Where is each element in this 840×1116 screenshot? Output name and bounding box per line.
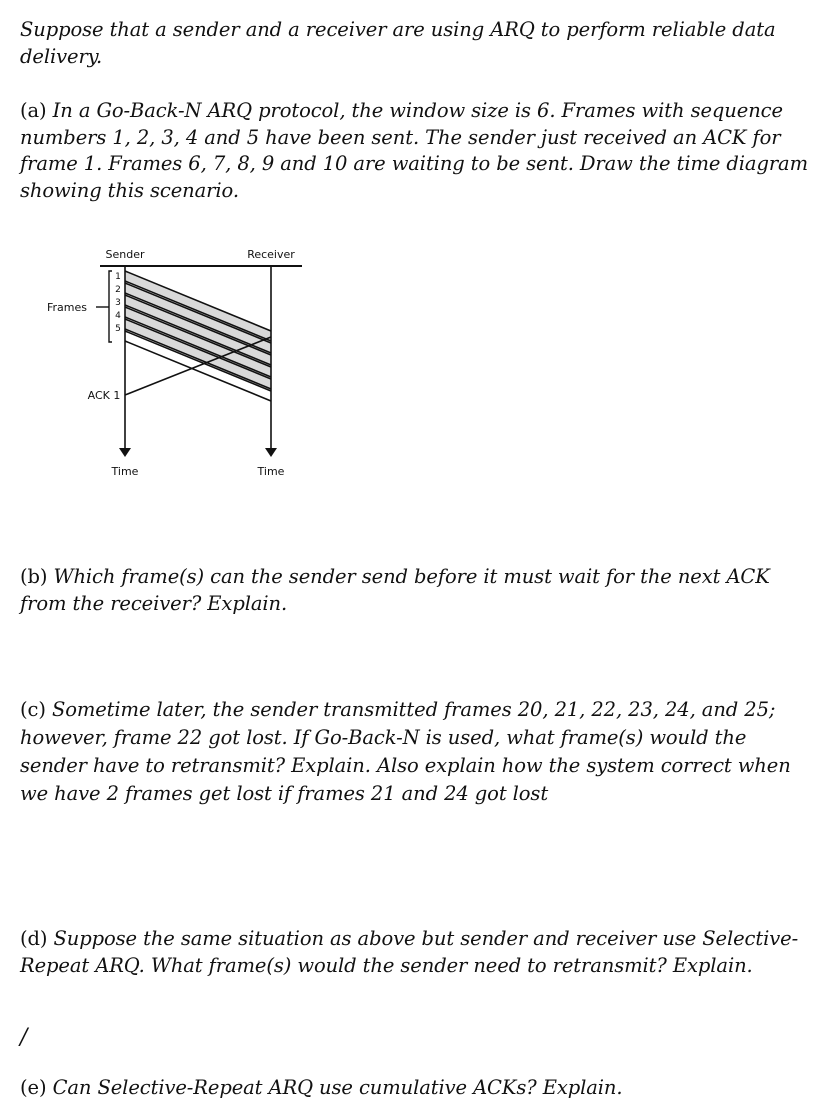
question-c (20, 696, 810, 808)
question-d-text: Suppose the same situation as above but sender and receiver use Selective-Repeat ARQ. What frame(s) would the sender need to retransmit? Explain. (20, 927, 799, 977)
frame-number: 3 (115, 298, 121, 308)
question-a-prefix: (a) (20, 99, 47, 122)
intro-text: Suppose that a sender and a receiver are using ARQ to perform reliable data delivery. (20, 18, 776, 68)
question-b-text: Which frame(s) can the sender send before it must wait for the next ACK from the receiver? Explain. (20, 565, 770, 615)
receiver-time-label: Time (257, 465, 285, 478)
receiver-label: Receiver (247, 248, 295, 261)
stray-mark: / (20, 1025, 28, 1050)
question-a-text: In a Go-Back-N ARQ protocol, the window size is 6. Frames with sequence numbers 1, 2, 3, 4 and 5 have been sent. The sender just received an ACK for frame 1. Frames 6, 7, 8, 9 and 10 are waiting to be sent. Draw the time diagram showing this scenario. (20, 99, 808, 202)
question-a (20, 98, 810, 204)
frames-label: Frames (46, 301, 88, 314)
frame-number: 4 (115, 311, 121, 321)
question-b (20, 564, 810, 617)
frames-bracket (109, 271, 112, 342)
question-e-prefix: (e) (20, 1076, 47, 1099)
question-c-text: Sometime later, the sender transmitted frames 20, 21, 22, 23, 24, and 25; however, frame 22 got lost. If Go-Back-N is used, what frame(s) would the sender have to retransmit? Explain. Also explain how the system correct when we have 2 frames get lost if frames 21 and 24 got lost (20, 698, 791, 805)
frame-number: 1 (115, 272, 121, 282)
question-d-prefix: (d) (20, 927, 48, 950)
question-b-prefix: (b) (20, 565, 48, 588)
question-c-prefix: (c) (20, 698, 46, 721)
frame-number: 2 (115, 285, 121, 295)
sender-time-arrowhead (119, 448, 131, 457)
receiver-time-arrowhead (265, 448, 277, 457)
question-e (20, 1075, 810, 1102)
sender-time-label: Time (111, 465, 139, 478)
question-d (20, 926, 810, 979)
sender-label: Sender (105, 248, 145, 261)
frame-number: 5 (115, 324, 121, 334)
time-diagram (30, 235, 330, 485)
question-e-text: Can Selective-Repeat ARQ use cumulative ACKs? Explain. (52, 1076, 623, 1099)
ack-label: ACK 1 (87, 389, 121, 402)
